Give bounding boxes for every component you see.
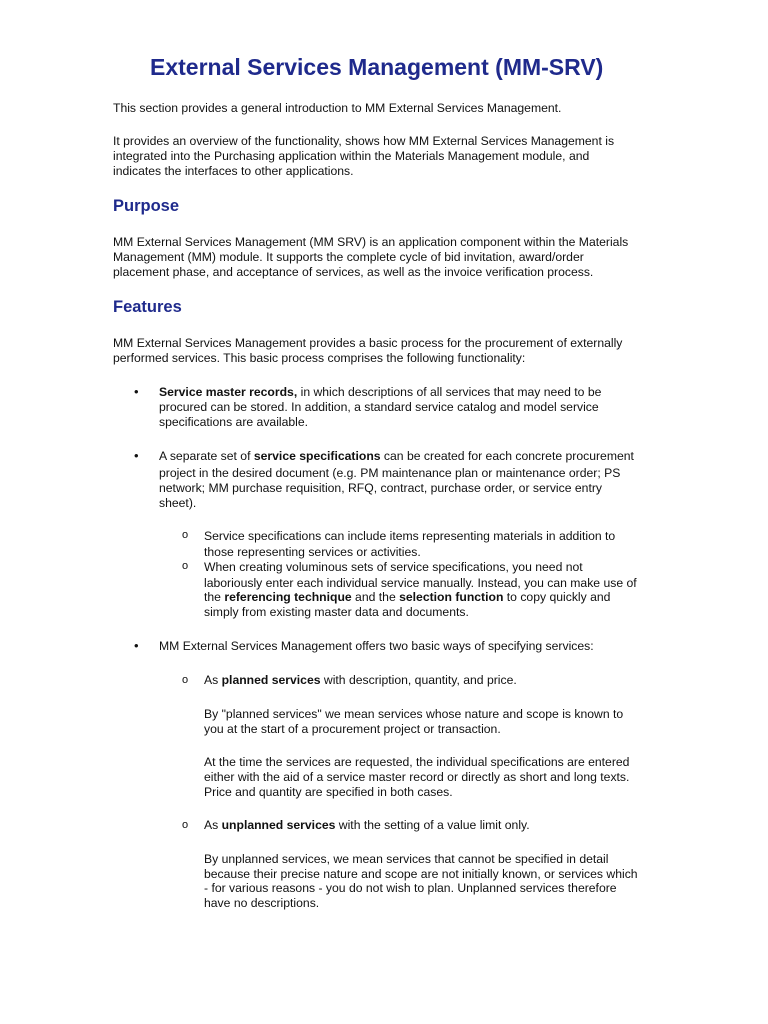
sub-bullet-1-line-2: those representing services or activities. <box>204 545 421 559</box>
bullet-2-line-1: A separate set of service specifications can be created for each concrete procurement <box>159 449 634 463</box>
planned-services-line: As planned services with description, quantity, and price. <box>204 673 517 687</box>
intro-line-3: indicates the interfaces to other applications. <box>113 164 354 178</box>
bullet-1-line-2: procured can be stored. In addition, a standard service catalog and model service <box>159 400 599 414</box>
bullet-2-bold: service specifications <box>253 449 381 463</box>
unplanned-desc-line-1: By unplanned services, we mean services that cannot be specified in detail <box>204 852 609 866</box>
sub-bullet-2-line-2: laboriously enter each individual service manually. Instead, you can make use of <box>204 576 637 590</box>
purpose-heading: Purpose <box>113 197 180 215</box>
sub-bullet-2-line-3: the referencing technique and the selection function to copy quickly and <box>204 590 611 604</box>
planned-desc-line-1: By "planned services" we mean services whose nature and scope is known to <box>204 707 624 721</box>
bullet-2-line-3: network; MM purchase requisition, RFQ, contract, purchase order, or service entry <box>159 481 602 495</box>
purpose-line-3: placement phase, and acceptance of services, as well as the invoice verification process. <box>113 265 594 279</box>
unplanned-desc-line-4: have no descriptions. <box>204 896 320 910</box>
planned-desc-line-2: you at the start of a procurement project or transaction. <box>204 722 501 736</box>
planned-services-bold: planned services <box>221 673 321 687</box>
selection-function-bold: selection function <box>399 590 504 604</box>
bullet-icon: • <box>134 638 139 653</box>
sub-bullet-2-line-1: When creating voluminous sets of service specifications, you need not <box>204 560 583 574</box>
bullet-2-line-4: sheet). <box>159 496 197 510</box>
referencing-technique-bold: referencing technique <box>224 590 352 604</box>
intro-line-2: integrated into the Purchasing application within the Materials Management module, and <box>113 149 590 163</box>
sub-bullet-1-line-1: Service specifications can include items representing materials in addition to <box>204 529 616 543</box>
planned-detail-line-1: At the time the services are requested, the individual specifications are entered <box>204 755 630 769</box>
bullet-1-line-3: specifications are available. <box>159 415 309 429</box>
document-title: External Services Management (MM-SRV) <box>150 54 604 80</box>
bullet-icon: • <box>134 448 139 463</box>
intro-line-1: It provides an overview of the functionality, shows how MM External Services Management is <box>113 134 615 148</box>
purpose-line-1: MM External Services Management (MM SRV) is an application component within the Materials <box>113 235 629 249</box>
bullet-1-line-1: Service master records, in which descriptions of all services that may need to be <box>159 385 602 399</box>
unplanned-desc-line-2: because their precise nature and scope are not initially known, or services which <box>204 867 638 881</box>
unplanned-services-line: As unplanned services with the setting of a value limit only. <box>204 818 530 832</box>
bullet-2-line-2: project in the desired document (e.g. PM maintenance plan or maintenance order; PS <box>159 466 621 480</box>
intro-paragraph-1: This section provides a general introduction to MM External Services Management. <box>113 101 562 115</box>
planned-detail-line-3: Price and quantity are specified in both cases. <box>204 785 453 799</box>
features-line-2: performed services. This basic process comprises the following functionality: <box>113 351 526 365</box>
circle-bullet-icon: o <box>182 819 189 831</box>
features-heading: Features <box>113 298 182 316</box>
sub-bullet-2-line-4: simply from existing master data and documents. <box>204 605 469 619</box>
purpose-line-2: Management (MM) module. It supports the complete cycle of bid invitation, award/order <box>113 250 584 264</box>
circle-bullet-icon: o <box>182 674 189 686</box>
circle-bullet-icon: o <box>182 560 189 572</box>
unplanned-desc-line-3: - for various reasons - you do not wish to plan. Unplanned services therefore <box>204 881 617 895</box>
bullet-3-line-1: MM External Services Management offers two basic ways of specifying services: <box>159 639 594 653</box>
features-line-1: MM External Services Management provides a basic process for the procurement of externally <box>113 336 623 350</box>
unplanned-services-bold: unplanned services <box>221 818 336 832</box>
bullet-1-bold: Service master records, <box>159 385 298 399</box>
circle-bullet-icon: o <box>182 529 189 541</box>
bullet-icon: • <box>134 384 139 399</box>
planned-detail-line-2: either with the aid of a service master record or directly as short and long texts. <box>204 770 630 784</box>
